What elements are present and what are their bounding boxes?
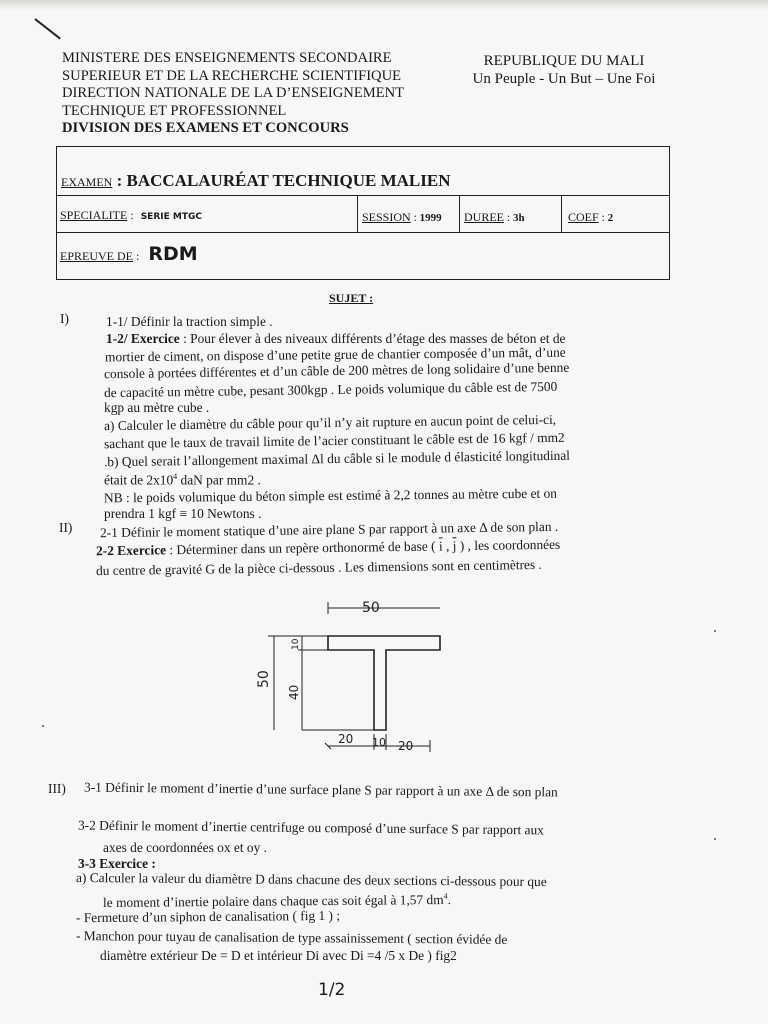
part3-line: axes de coordonnées ox et oy . <box>103 840 267 855</box>
part1-line: 1-2/ Exercice : Pour élever à des niveaux différents d’étage des masses de béton et de <box>106 331 566 346</box>
coef-label: COEF <box>568 210 599 224</box>
part1-line: NB : le poids volumique du béton simple est estimé à 2,2 tonnes au mètre cube et on <box>103 485 558 506</box>
part3-line: - Manchon pour tuyau de canalisation de type assainissement ( section évidée de <box>75 928 508 947</box>
ministry-line: MINISTERE DES ENSEIGNEMENTS SECONDAIRE <box>62 50 392 66</box>
part1-line: de capacité un mètre cube, pesant 300kgp . Le poids volumique du câble est de 7500 <box>103 378 558 401</box>
pen-mark <box>34 18 60 39</box>
scan-speck <box>714 838 716 840</box>
part2-line: du centre de gravité G de la pièce ci-dessous . Les dimensions sont en centimètres . <box>95 556 542 579</box>
part1-line: .b) Quel serait l’allongement maximal Δl du câble si le module d élasticité longitudinal <box>103 447 571 470</box>
part3-line: 3-1 Définir le moment d’inertie d’une surface plane S par rapport à un axe Δ de son plan <box>83 779 558 800</box>
duree-field: DUREE : 3h <box>464 210 525 224</box>
coef-field: COEF : 2 <box>568 210 614 224</box>
examen-value: BACCALAURÉAT TECHNIQUE MALIEN <box>126 171 451 190</box>
session-field: SESSION : 1999 <box>362 210 442 224</box>
republic-name: REPUBLIQUE DU MALI <box>483 53 645 69</box>
part3-line: - Fermeture d’un siphon de canalisation ( fig 1 ) ; <box>75 907 341 926</box>
scan-speck <box>714 630 716 632</box>
exam-row-specialite <box>57 195 669 233</box>
part1-line: kgp au mètre cube . <box>104 400 210 415</box>
part3-line: le moment d’inertie polaire dans chaque cas soit égal à 1,57 $dm^4$. <box>102 891 452 910</box>
part1-line: a) Calculer le diamètre du câble pour qu’il n’y ait rupture en aucun point de celui-ci, <box>103 411 557 434</box>
specialite-field: SPECIALITE : SERIE MTGC <box>60 208 202 222</box>
part1-line: mortier de ciment, on dispose d’une petite grue de chantier composée d’un mât, d’une <box>104 344 566 365</box>
ministry-header <box>62 50 404 138</box>
ministry-line: SUPERIEUR ET DE LA RECHERCHE SCIENTIFIQUE <box>62 67 402 84</box>
part2-numeral: II) <box>59 520 73 535</box>
sujet-heading: SUJET : <box>329 291 374 305</box>
epreuve-value: RDM <box>148 243 198 265</box>
t-section-figure <box>244 594 444 767</box>
dim-label-mid: 10 <box>372 736 386 749</box>
part1-line: console à portées différentes et d’un câble de 200 mètres de long solidaire d’une benne <box>103 359 570 382</box>
coef-value: 2 <box>607 212 614 224</box>
epreuve-label: EPREUVE DE <box>60 249 133 263</box>
dim-label-left: 20 <box>338 732 354 746</box>
specialite-label: SPECIALITE <box>60 208 128 222</box>
session-label: SESSION <box>362 210 411 224</box>
examen-label: EXAMEN <box>61 175 113 189</box>
exam-info-box <box>56 146 670 280</box>
dim-label-flange: 10 <box>291 638 301 650</box>
part2-line: 2-2 Exercice : Déterminer dans un repère orthonormé de base ( $\overline{i}$ , $\overline{j}$ ) , les coordonnées <box>95 536 561 559</box>
part1-line: était de $2x10^4$ daN par mm2 . <box>104 472 261 488</box>
scan-speck <box>42 725 44 727</box>
ministry-line: TECHNIQUE ET PROFESSIONNEL <box>62 102 287 119</box>
specialite-value: SERIE MTGC <box>140 212 202 222</box>
dim-label-web: 40 <box>287 684 301 700</box>
part1-line: sachant que le taux de travail limite de l’acier constituant le câble est de 16 kgf / mm2 <box>103 429 565 452</box>
part3-line: diamètre extérieur De = D et intérieur Di avec Di =4 /5 x De ) fig2 <box>100 948 457 963</box>
dim-label-top: 50 <box>362 600 380 616</box>
part3-line: a) Calculer la valeur du diamètre D dans chacune des deux sections ci-dessous pour que <box>75 869 547 890</box>
cell-divider <box>357 196 358 232</box>
part1-line: prendra 1 kgf ≡ 10 Newtons . <box>104 506 262 521</box>
t-section-drawing <box>244 594 444 762</box>
duree-label: DUREE <box>464 210 504 224</box>
duree-value: 3h <box>512 212 525 224</box>
dim-label-right: 20 <box>398 739 414 753</box>
examen-field: EXAMEN : BACCALAURÉAT TECHNIQUE MALIEN <box>61 171 451 190</box>
part1-numeral: I) <box>60 311 69 326</box>
dim-label-height: 50 <box>256 670 272 688</box>
t-section-outline <box>328 636 440 730</box>
part3-line: 3-2 Définir le moment d’inertie centrifuge ou composé d’une surface S par rapport aux <box>77 817 544 838</box>
cell-divider <box>459 196 460 232</box>
cell-divider <box>561 196 562 232</box>
ministry-line: DIRECTION NATIONALE DE LA D’ENSEIGNEMENT <box>62 85 405 101</box>
session-value: 1999 <box>419 212 442 224</box>
epreuve-field: EPREUVE DE : RDM <box>60 243 198 265</box>
part3-line: 3-3 Exercice : <box>78 856 156 871</box>
part3-numeral: III) <box>48 781 66 796</box>
part1-line: 1-1/ Définir la traction simple . <box>106 314 273 329</box>
scan-edge <box>0 0 768 10</box>
republic-header <box>458 52 670 88</box>
part2-line: 2-1 Définir le moment statique d’une aire plane S par rapport à un axe Δ de son plan . <box>99 518 559 541</box>
republic-motto: Un Peuple - Un But – Une Foi <box>472 71 656 87</box>
division-line: DIVISION DES EXAMENS ET CONCOURS <box>62 120 349 136</box>
page-number: 1/2 <box>318 980 346 1000</box>
